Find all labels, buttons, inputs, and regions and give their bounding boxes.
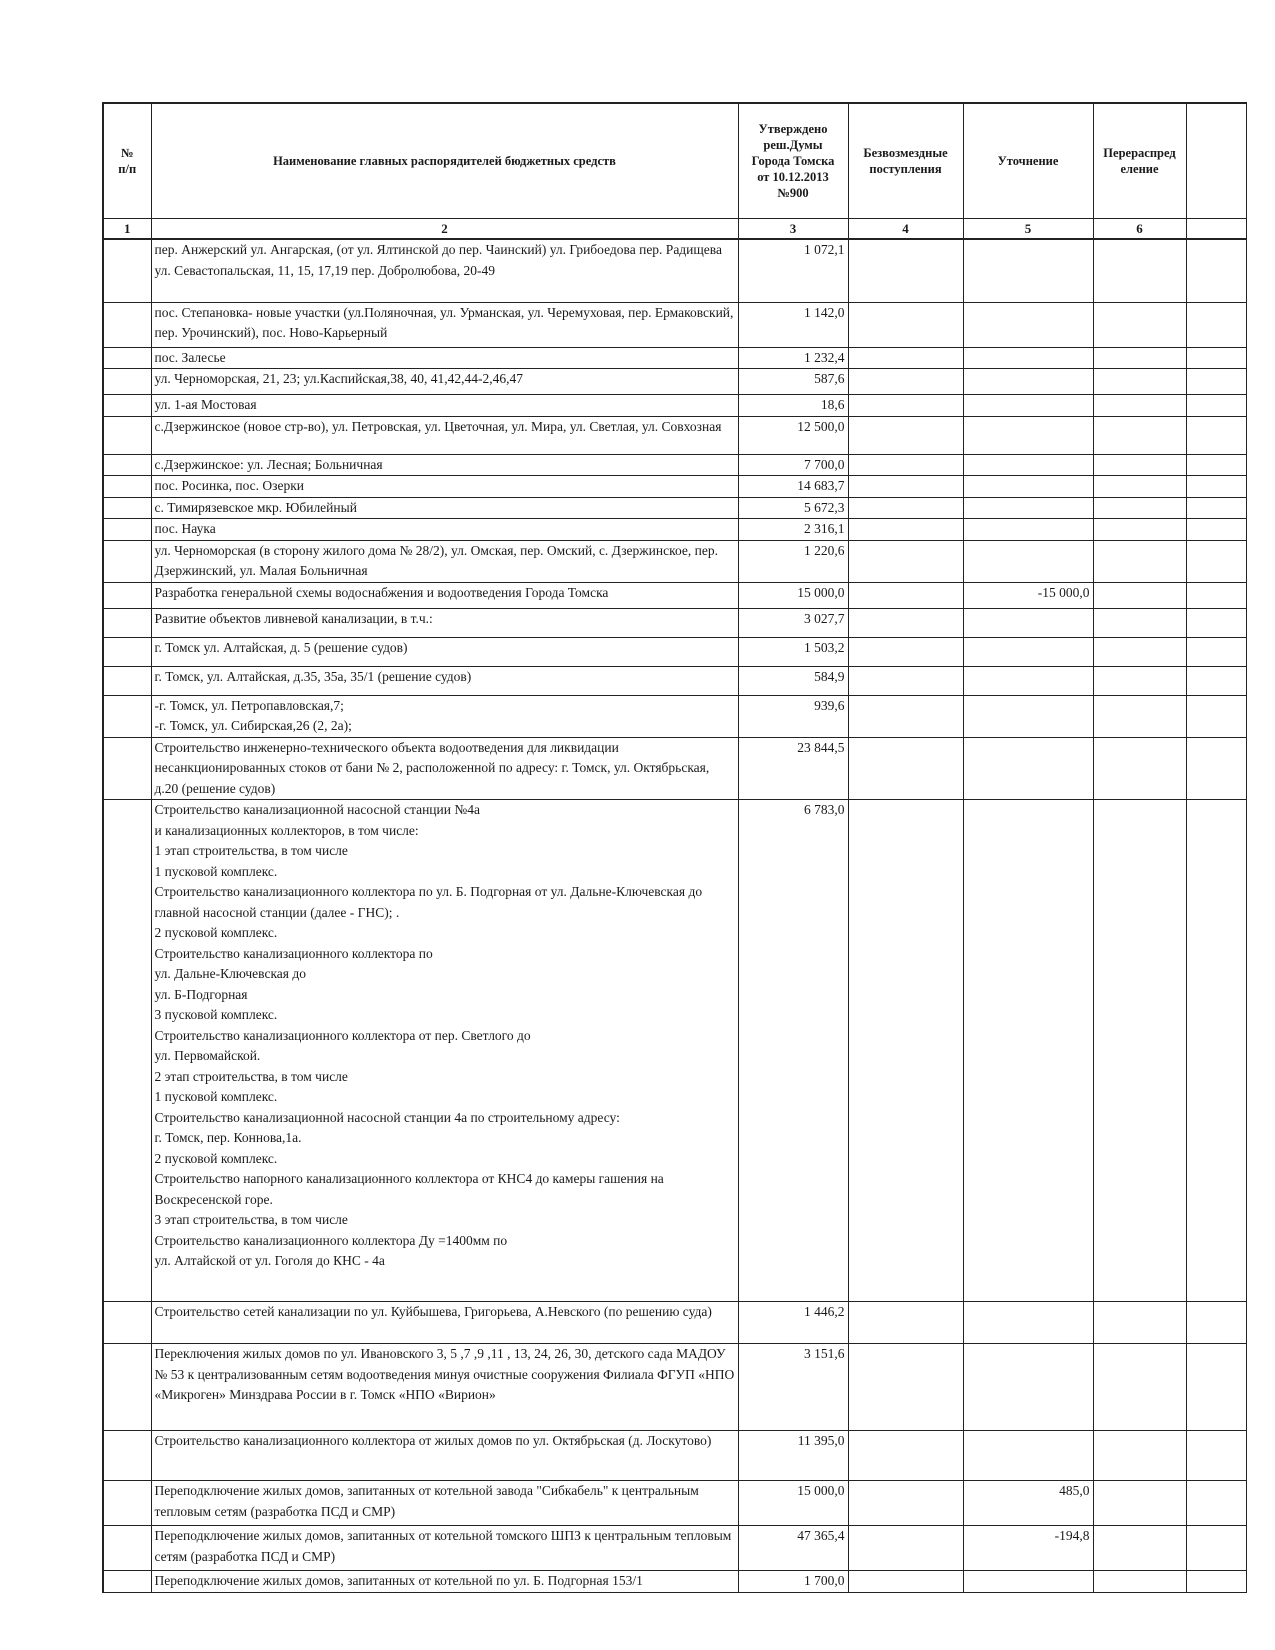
row-redistribution (1093, 1526, 1186, 1571)
row-grants (848, 1571, 963, 1593)
row-approved: 5 672,3 (738, 497, 848, 519)
table-row (103, 1302, 1246, 1344)
row-number (103, 302, 151, 347)
table-row (103, 1431, 1246, 1481)
row-grants (848, 1344, 963, 1431)
table-row (103, 454, 1246, 476)
row-clarification (963, 800, 1093, 1302)
row-cut-off (1186, 1344, 1246, 1431)
row-name: пер. Анжерский ул. Ангарская, (от ул. Ялтинской до пер. Чаинский) ул. Грибоедова пер. Радищева ул. Севастопальская, 11, 15, 17,19 пер. Добролюбова, 20-49 (151, 239, 738, 302)
row-cut-off (1186, 497, 1246, 519)
header-row (103, 103, 1246, 219)
row-grants (848, 1526, 963, 1571)
row-redistribution (1093, 1571, 1186, 1593)
row-number (103, 1481, 151, 1526)
table-row (103, 737, 1246, 800)
row-name: с.Дзержинское: ул. Лесная; Больничная (151, 454, 738, 476)
row-approved: 1 700,0 (738, 1571, 848, 1593)
row-clarification (963, 476, 1093, 498)
row-name: Переподключение жилых домов, запитанных от котельной завода "Сибкабель" к центральным тепловым сетям (разработка ПСД и СМР) (151, 1481, 738, 1526)
table-body (103, 239, 1246, 1592)
table-row (103, 476, 1246, 498)
row-grants (848, 1431, 963, 1481)
row-clarification (963, 737, 1093, 800)
table-row (103, 302, 1246, 347)
row-number (103, 737, 151, 800)
table-row (103, 239, 1246, 302)
row-number (103, 454, 151, 476)
row-redistribution (1093, 395, 1186, 417)
row-name: Переподключение жилых домов, запитанных от котельной по ул. Б. Подгорная 153/1 (151, 1571, 738, 1593)
row-number (103, 1571, 151, 1593)
row-cut-off (1186, 800, 1246, 1302)
column-number-row (103, 219, 1246, 240)
row-redistribution (1093, 608, 1186, 637)
row-redistribution (1093, 695, 1186, 737)
table-row (103, 395, 1246, 417)
row-approved: 1 232,4 (738, 347, 848, 369)
row-approved: 1 220,6 (738, 540, 848, 582)
column-number: 4 (848, 219, 963, 240)
row-name: с. Тимирязевское мкр. Юбилейный (151, 497, 738, 519)
row-cut-off (1186, 302, 1246, 347)
row-name: Переподключение жилых домов, запитанных от котельной томского ШПЗ к центральным тепловым сетям (разработка ПСД и СМР) (151, 1526, 738, 1571)
budget-table (102, 102, 1247, 1593)
column-number: 1 (103, 219, 151, 240)
row-redistribution (1093, 416, 1186, 454)
table-row (103, 369, 1246, 395)
row-redistribution (1093, 476, 1186, 498)
table-row (103, 800, 1246, 1302)
row-grants (848, 416, 963, 454)
row-name: Строительство инженерно-технического объекта водоотведения для ликвидации несанкционированных стоков от бани № 2, расположенной по адресу: г. Томск, ул. Октябрьская, д.20 (решение судов) (151, 737, 738, 800)
row-name: ул. 1-ая Мостовая (151, 395, 738, 417)
header-name: Наименование главных распорядителей бюджетных средств (151, 103, 738, 219)
row-number (103, 1431, 151, 1481)
row-grants (848, 540, 963, 582)
row-number (103, 476, 151, 498)
row-approved: 2 316,1 (738, 519, 848, 541)
row-redistribution (1093, 454, 1186, 476)
row-approved: 3 151,6 (738, 1344, 848, 1431)
row-cut-off (1186, 347, 1246, 369)
row-cut-off (1186, 1431, 1246, 1481)
row-grants (848, 582, 963, 608)
row-number (103, 416, 151, 454)
row-number (103, 540, 151, 582)
row-grants (848, 347, 963, 369)
row-number (103, 695, 151, 737)
row-redistribution (1093, 347, 1186, 369)
row-name: Строительство канализационного коллектора от жилых домов по ул. Октябрьская (д. Лоскутово) (151, 1431, 738, 1481)
row-clarification (963, 1431, 1093, 1481)
row-name: Строительство сетей канализации по ул. Куйбышева, Григорьева, А.Невского (по решению суда) (151, 1302, 738, 1344)
row-number (103, 1302, 151, 1344)
row-name: Переключения жилых домов по ул. Ивановского 3, 5 ,7 ,9 ,11 , 13, 24, 26, 30, детского сада МАДОУ № 53 к централизованным сетям водоотведения минуя очистные сооружения Филиала ФГУП «НПО «Микроген» Минздрава России в г. Томск «НПО «Вирион» (151, 1344, 738, 1431)
row-name: пос. Степановка- новые участки (ул.Поляночная, ул. Урманская, ул. Черемуховая, пер. Ермаковский, пер. Урочинский), пос. Ново-Карьерный (151, 302, 738, 347)
header-clarification: Уточнение (963, 103, 1093, 219)
row-cut-off (1186, 737, 1246, 800)
row-approved: 587,6 (738, 369, 848, 395)
row-clarification: 485,0 (963, 1481, 1093, 1526)
table-row (103, 1526, 1246, 1571)
table-row (103, 666, 1246, 695)
row-clarification (963, 519, 1093, 541)
row-cut-off (1186, 1481, 1246, 1526)
row-name: ул. Черноморская, 21, 23; ул.Каспийская,38, 40, 41,42,44-2,46,47 (151, 369, 738, 395)
row-number (103, 582, 151, 608)
row-approved: 1 503,2 (738, 637, 848, 666)
column-number: 2 (151, 219, 738, 240)
row-cut-off (1186, 637, 1246, 666)
table-row (103, 519, 1246, 541)
row-cut-off (1186, 608, 1246, 637)
row-approved: 12 500,0 (738, 416, 848, 454)
table-row (103, 695, 1246, 737)
row-clarification (963, 395, 1093, 417)
row-number (103, 666, 151, 695)
table-row (103, 497, 1246, 519)
row-clarification (963, 454, 1093, 476)
row-cut-off (1186, 519, 1246, 541)
header-redistribution: Перераспред еление (1093, 103, 1186, 219)
row-cut-off (1186, 395, 1246, 417)
row-redistribution (1093, 1344, 1186, 1431)
table-row (103, 582, 1246, 608)
column-number-cut-off (1186, 219, 1246, 240)
row-grants (848, 369, 963, 395)
row-cut-off (1186, 454, 1246, 476)
row-approved: 7 700,0 (738, 454, 848, 476)
row-approved: 3 027,7 (738, 608, 848, 637)
row-name: пос. Залесье (151, 347, 738, 369)
table-row (103, 540, 1246, 582)
row-approved: 14 683,7 (738, 476, 848, 498)
column-number: 3 (738, 219, 848, 240)
row-cut-off (1186, 416, 1246, 454)
row-clarification (963, 497, 1093, 519)
row-number (103, 497, 151, 519)
row-cut-off (1186, 540, 1246, 582)
row-redistribution (1093, 497, 1186, 519)
row-clarification (963, 1571, 1093, 1593)
row-clarification (963, 416, 1093, 454)
table-row (103, 1481, 1246, 1526)
row-grants (848, 454, 963, 476)
row-clarification (963, 369, 1093, 395)
row-approved: 47 365,4 (738, 1526, 848, 1571)
row-redistribution (1093, 1431, 1186, 1481)
row-cut-off (1186, 1526, 1246, 1571)
table-row (103, 1571, 1246, 1593)
row-number (103, 1526, 151, 1571)
row-name: -г. Томск, ул. Петропавловская,7; -г. Томск, ул. Сибирская,26 (2, 2а); (151, 695, 738, 737)
row-cut-off (1186, 666, 1246, 695)
row-cut-off (1186, 1571, 1246, 1593)
row-name: с.Дзержинское (новое стр-во), ул. Петровская, ул. Цветочная, ул. Мира, ул. Светлая, ул. Совхозная (151, 416, 738, 454)
row-approved: 1 072,1 (738, 239, 848, 302)
header-cut-off (1186, 103, 1246, 219)
row-clarification (963, 347, 1093, 369)
row-redistribution (1093, 1481, 1186, 1526)
row-clarification: -194,8 (963, 1526, 1093, 1571)
row-number (103, 347, 151, 369)
row-redistribution (1093, 540, 1186, 582)
row-approved: 23 844,5 (738, 737, 848, 800)
row-clarification (963, 302, 1093, 347)
row-name: пос. Наука (151, 519, 738, 541)
table-row (103, 637, 1246, 666)
row-approved: 6 783,0 (738, 800, 848, 1302)
row-name: Разработка генеральной схемы водоснабжения и водоотведения Города Томска (151, 582, 738, 608)
row-name: Строительство канализационной насосной станции №4а и канализационных коллекторов, в том числе: 1 этап строительства, в том числе 1 пусковой комплекс. Строительство канализационного коллектора по ул. Б. Подгорная от ул. Дальне-Ключевская до главной насосной станции (далее - ГНС); . 2 пусковой комплекс. Строительство канализационного коллектора по ул. Дальне-Ключевская до ул. Б-Подгорная 3 пусковой комплекс. Строительство канализационного коллектора от пер. Светлого до ул. Первомайской. 2 этап строительства, в том числе 1 пусковой комплекс. Строительство канализационной насосной станции 4а по строительному адресу: г. Томск, пер. Коннова,1а. 2 пусковой комплекс. Строительство напорного канализационного коллектора от КНС4 до камеры гашения на Воскресенской горе. 3 этап строительства, в том числе Строительство канализационного коллектора Ду =1400мм по ул. Алтайской от ул. Гоголя до КНС - 4а (151, 800, 738, 1302)
row-approved: 15 000,0 (738, 582, 848, 608)
table-row (103, 608, 1246, 637)
row-cut-off (1186, 369, 1246, 395)
column-number: 5 (963, 219, 1093, 240)
row-name: Развитие объектов ливневой канализации, в т.ч.: (151, 608, 738, 637)
row-grants (848, 519, 963, 541)
row-clarification (963, 695, 1093, 737)
row-number (103, 637, 151, 666)
table-row (103, 347, 1246, 369)
row-clarification (963, 666, 1093, 695)
row-approved: 11 395,0 (738, 1431, 848, 1481)
row-name: г. Томск ул. Алтайская, д. 5 (решение судов) (151, 637, 738, 666)
row-grants (848, 1302, 963, 1344)
row-grants (848, 1481, 963, 1526)
row-number (103, 1344, 151, 1431)
row-redistribution (1093, 369, 1186, 395)
row-grants (848, 800, 963, 1302)
row-cut-off (1186, 239, 1246, 302)
row-cut-off (1186, 1302, 1246, 1344)
row-grants (848, 497, 963, 519)
row-redistribution (1093, 737, 1186, 800)
row-clarification (963, 1302, 1093, 1344)
row-approved: 18,6 (738, 395, 848, 417)
table-row (103, 1344, 1246, 1431)
row-clarification (963, 608, 1093, 637)
row-cut-off (1186, 582, 1246, 608)
row-name: г. Томск, ул. Алтайская, д.35, 35а, 35/1 (решение судов) (151, 666, 738, 695)
row-grants (848, 476, 963, 498)
row-grants (848, 737, 963, 800)
row-grants (848, 608, 963, 637)
row-number (103, 608, 151, 637)
row-approved: 1 142,0 (738, 302, 848, 347)
row-grants (848, 666, 963, 695)
row-clarification (963, 1344, 1093, 1431)
row-redistribution (1093, 637, 1186, 666)
row-approved: 15 000,0 (738, 1481, 848, 1526)
row-number (103, 239, 151, 302)
row-redistribution (1093, 519, 1186, 541)
header-grants: Безвозмездные поступления (848, 103, 963, 219)
row-grants (848, 395, 963, 417)
row-number (103, 800, 151, 1302)
row-clarification (963, 239, 1093, 302)
row-number (103, 369, 151, 395)
row-grants (848, 637, 963, 666)
header-approved: Утверждено реш.Думы Города Томска от 10.12.2013 №900 (738, 103, 848, 219)
row-grants (848, 302, 963, 347)
row-clarification (963, 637, 1093, 666)
row-number (103, 519, 151, 541)
row-number (103, 395, 151, 417)
row-redistribution (1093, 239, 1186, 302)
row-grants (848, 239, 963, 302)
row-approved: 939,6 (738, 695, 848, 737)
header-row-number: № п/п (103, 103, 151, 219)
row-redistribution (1093, 302, 1186, 347)
row-clarification: -15 000,0 (963, 582, 1093, 608)
row-redistribution (1093, 666, 1186, 695)
row-name: ул. Черноморская (в сторону жилого дома № 28/2), ул. Омская, пер. Омский, с. Дзержинское, пер. Дзержинский, ул. Малая Больничная (151, 540, 738, 582)
row-redistribution (1093, 1302, 1186, 1344)
row-cut-off (1186, 476, 1246, 498)
row-redistribution (1093, 800, 1186, 1302)
row-redistribution (1093, 582, 1186, 608)
row-cut-off (1186, 695, 1246, 737)
row-approved: 1 446,2 (738, 1302, 848, 1344)
row-approved: 584,9 (738, 666, 848, 695)
column-number: 6 (1093, 219, 1186, 240)
row-grants (848, 695, 963, 737)
table-row (103, 416, 1246, 454)
row-name: пос. Росинка, пос. Озерки (151, 476, 738, 498)
row-clarification (963, 540, 1093, 582)
